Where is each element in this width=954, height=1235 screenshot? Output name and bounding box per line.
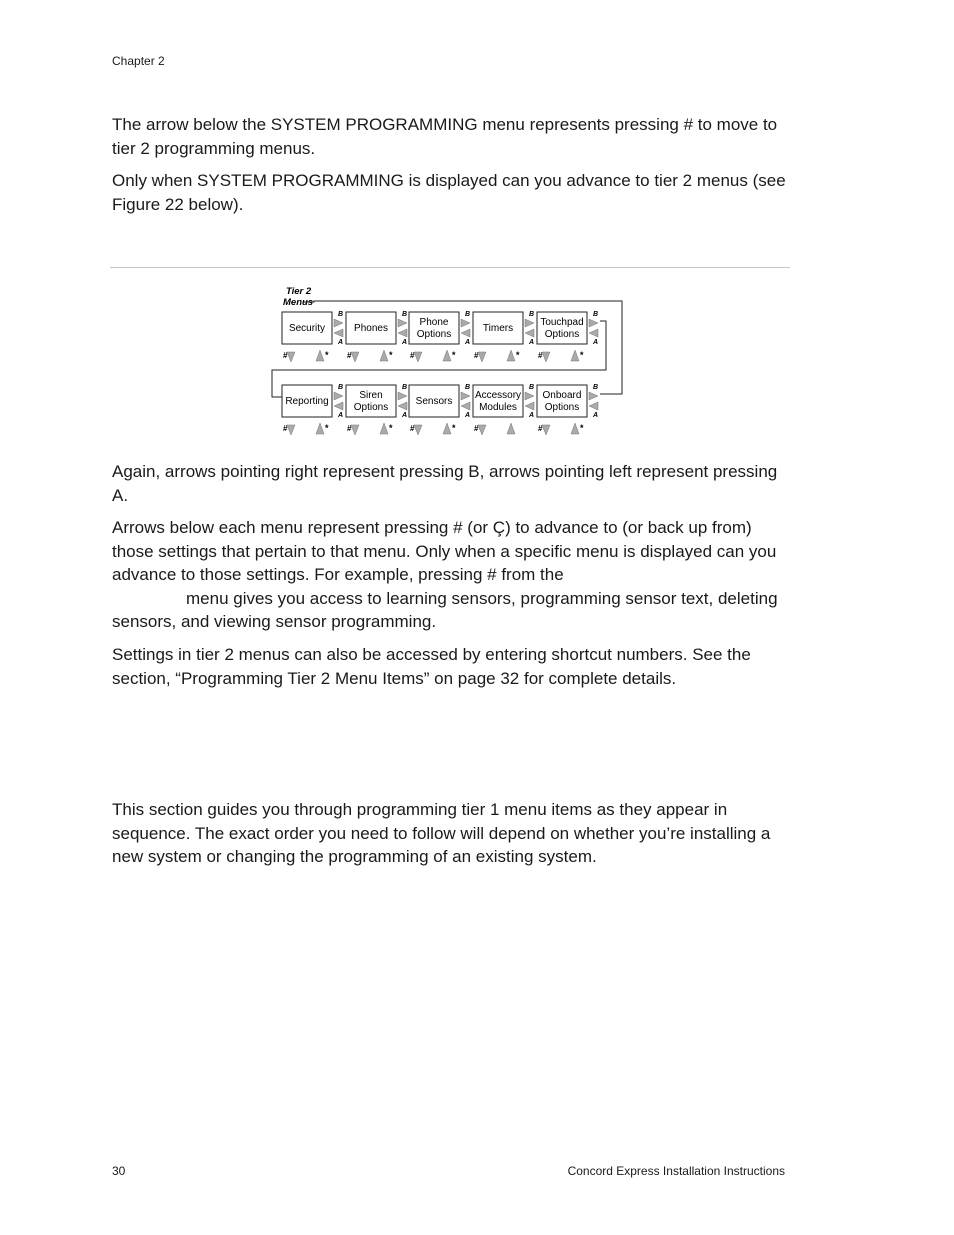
hash-arrow-down bbox=[287, 352, 295, 362]
menu-label-line2: Options bbox=[353, 402, 389, 413]
body-paragraph-tier1: This section guides you through programming tier 1 menu items as they appear in sequence. The exact order you need to follow will depend on whether you’re installing a new system or changing the programming of an existing system. bbox=[112, 800, 771, 866]
b-arrow-right bbox=[461, 319, 470, 327]
body-paragraph-shortcuts: Settings in tier 2 menus can also be accessed by entering shortcut numbers. See the section, “Programming Tier 2 Menu Items” on page 32 for complete details. bbox=[112, 645, 751, 688]
menu-label-line2: Modules bbox=[479, 402, 517, 413]
menu-label: Reporting bbox=[285, 396, 329, 407]
hash-label: # bbox=[474, 424, 479, 433]
b-arrow-right bbox=[589, 319, 598, 327]
body-paragraph-arrows: Again, arrows pointing right represent pressing B, arrows pointing left represent pressing A. bbox=[112, 462, 778, 505]
star-arrow-up bbox=[571, 350, 579, 361]
star-arrow-up bbox=[380, 350, 388, 361]
menu-label-line2: Options bbox=[544, 402, 580, 413]
a-arrow-left bbox=[525, 402, 534, 410]
b-arrow-label: B bbox=[529, 384, 535, 391]
menu-label-line2: Options bbox=[416, 329, 452, 340]
a-arrow-label: A bbox=[338, 339, 344, 346]
b-arrow-right bbox=[461, 392, 470, 400]
hash-label: # bbox=[410, 351, 415, 360]
b-arrow-right bbox=[398, 392, 407, 400]
hash-arrow-down bbox=[542, 352, 550, 362]
intro-paragraph-1: The arrow below the SYSTEM PROGRAMMING menu represents pressing # to move to tier 2 programming menus. bbox=[112, 115, 778, 158]
b-arrow-label: B bbox=[465, 311, 471, 318]
menu-label-line2: Options bbox=[544, 329, 580, 340]
star-label: * bbox=[580, 350, 584, 360]
star-arrow-up bbox=[316, 423, 324, 434]
a-arrow-label: A bbox=[529, 339, 535, 346]
figure-title-line1: Tier 2 bbox=[286, 286, 312, 297]
star-label: * bbox=[516, 350, 520, 360]
hash-arrow-down bbox=[351, 425, 359, 435]
menu-label-line1: Phone bbox=[419, 317, 449, 328]
hash-label: # bbox=[283, 351, 288, 360]
b-arrow-label: B bbox=[402, 311, 408, 318]
figure-title-line2: Menus bbox=[283, 297, 314, 308]
body-paragraph-hash-continued: menu gives you access to learning sensors, programming sensor text, deleting sensors, and viewing sensor programming. bbox=[112, 588, 778, 631]
a-arrow-left bbox=[334, 402, 343, 410]
star-label: * bbox=[325, 423, 329, 433]
hash-arrow-down bbox=[414, 425, 422, 435]
a-arrow-label: A bbox=[402, 412, 408, 419]
hash-label: # bbox=[474, 351, 479, 360]
a-arrow-left bbox=[398, 402, 407, 410]
hash-label: # bbox=[538, 424, 543, 433]
star-label: * bbox=[389, 350, 393, 360]
menu-label-line1: Siren bbox=[359, 390, 383, 401]
a-arrow-left bbox=[461, 402, 470, 410]
menu-label-line1: Touchpad bbox=[540, 317, 584, 328]
b-arrow-label: B bbox=[402, 384, 408, 391]
page-number: 30 bbox=[112, 1164, 126, 1178]
a-arrow-left bbox=[461, 329, 470, 337]
chapter-header: Chapter 2 bbox=[112, 54, 165, 68]
b-arrow-right bbox=[334, 392, 343, 400]
star-arrow-up bbox=[507, 350, 515, 361]
star-label: * bbox=[325, 350, 329, 360]
a-arrow-label: A bbox=[529, 412, 535, 419]
b-arrow-label: B bbox=[465, 384, 471, 391]
b-arrow-label: B bbox=[593, 311, 599, 318]
star-arrow-up bbox=[380, 423, 388, 434]
menu-label: Phones bbox=[354, 323, 388, 334]
hash-label: # bbox=[347, 351, 352, 360]
b-arrow-right bbox=[525, 319, 534, 327]
hash-arrow-down bbox=[287, 425, 295, 435]
a-arrow-left bbox=[334, 329, 343, 337]
a-arrow-left bbox=[589, 329, 598, 337]
menu-label: Security bbox=[288, 323, 326, 334]
b-arrow-label: B bbox=[338, 384, 344, 391]
hash-label: # bbox=[283, 424, 288, 433]
star-arrow-up bbox=[316, 350, 324, 361]
b-arrow-right bbox=[334, 319, 343, 327]
menu-label: Timers bbox=[482, 323, 514, 334]
tier2-menus-diagram bbox=[270, 280, 630, 440]
a-arrow-label: A bbox=[593, 339, 599, 346]
hash-arrow-down bbox=[351, 352, 359, 362]
body-paragraph-hash bbox=[112, 516, 792, 634]
a-arrow-label: A bbox=[402, 339, 408, 346]
tier2-menus-figure bbox=[270, 280, 630, 440]
a-arrow-left bbox=[398, 329, 407, 337]
hash-arrow-down bbox=[414, 352, 422, 362]
a-arrow-left bbox=[589, 402, 598, 410]
star-label: * bbox=[452, 350, 456, 360]
a-arrow-label: A bbox=[465, 339, 471, 346]
star-label: * bbox=[389, 423, 393, 433]
menu-label-line1: Onboard bbox=[542, 390, 582, 401]
a-arrow-label: A bbox=[593, 412, 599, 419]
star-label: * bbox=[580, 423, 584, 433]
document-title: Concord Express Installation Instructions bbox=[567, 1164, 785, 1178]
a-arrow-label: A bbox=[465, 412, 471, 419]
hash-label: # bbox=[347, 424, 352, 433]
hash-arrow-down bbox=[478, 425, 486, 435]
star-arrow-up bbox=[507, 423, 515, 434]
hash-arrow-down bbox=[542, 425, 550, 435]
star-label: * bbox=[452, 423, 456, 433]
a-arrow-label: A bbox=[338, 412, 344, 419]
a-arrow-left bbox=[525, 329, 534, 337]
star-arrow-up bbox=[571, 423, 579, 434]
b-arrow-right bbox=[525, 392, 534, 400]
menu-label-line1: Accessory bbox=[474, 390, 522, 401]
intro-paragraph-2: Only when SYSTEM PROGRAMMING is displayed can you advance to tier 2 menus (see Figure 22 below). bbox=[112, 171, 786, 214]
b-arrow-right bbox=[589, 392, 598, 400]
b-arrow-label: B bbox=[593, 384, 599, 391]
menu-label: Sensors bbox=[415, 396, 453, 407]
star-arrow-up bbox=[443, 423, 451, 434]
b-arrow-right bbox=[398, 319, 407, 327]
hash-label: # bbox=[538, 351, 543, 360]
star-arrow-up bbox=[443, 350, 451, 361]
b-arrow-label: B bbox=[529, 311, 535, 318]
hash-label: # bbox=[410, 424, 415, 433]
section-divider bbox=[110, 267, 790, 268]
body-paragraph-hash-text: Arrows below each menu represent pressing # (or Ç) to advance to (or back up from) those settings that pertain to that menu. Only when a specific menu is displayed can you advance to those settings. For example, pressing # from the bbox=[112, 518, 777, 584]
hash-arrow-down bbox=[478, 352, 486, 362]
b-arrow-label: B bbox=[338, 311, 344, 318]
